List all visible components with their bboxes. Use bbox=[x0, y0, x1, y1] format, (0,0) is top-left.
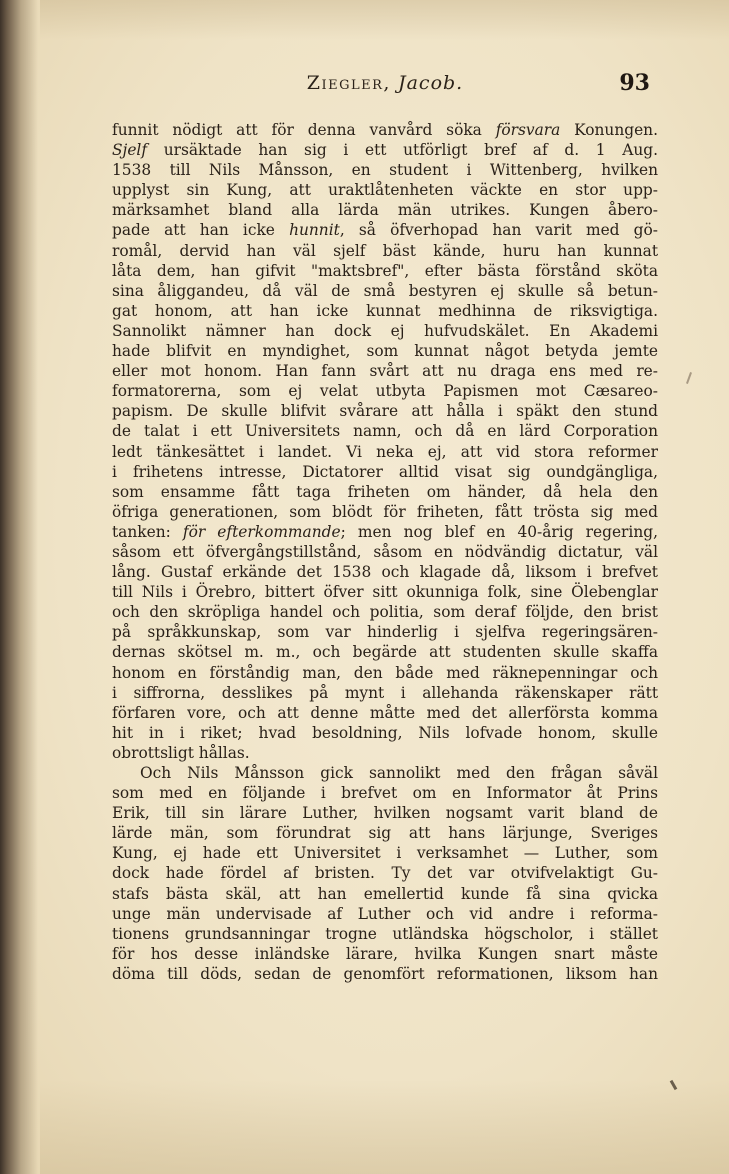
text-line-main: till Nils i Örebro, bittert öfver sitt okunniga folk, sine Ölebenglar bbox=[112, 583, 658, 602]
text-line-main: Erik, till sin lärare Luther, hvilken nogsamt varit bland de bbox=[112, 804, 658, 823]
text-line-main: såsom ett öfvergångstillstånd, såsom en nödvändig dictatur, väl bbox=[112, 542, 658, 561]
text-line bbox=[112, 743, 658, 763]
text-line bbox=[112, 462, 658, 482]
text-line-tail: Konungen. bbox=[560, 121, 658, 139]
text-line bbox=[112, 562, 658, 582]
text-line-tail: , så öfverhopad han varit med gö- bbox=[339, 221, 658, 240]
text-line bbox=[112, 120, 658, 140]
text-line-main: hade blifvit en myndighet, som kunnat något betyda jemte bbox=[112, 342, 658, 361]
text-line-main: Sannolikt nämner han dock ej hufvudskälet. En Akademi bbox=[112, 321, 658, 340]
text-line bbox=[112, 281, 658, 301]
text-line-main: upplyst sin Kung, att uraktlåtenheten väckte en stor upp- bbox=[112, 181, 658, 200]
paper-stain-top bbox=[40, 0, 729, 40]
text-line-main: döma till döds, sedan de genomfört reformationen, liksom han bbox=[112, 964, 658, 983]
text-line-main: Och Nils Månsson gick sannolikt med den frågan såväl bbox=[140, 764, 658, 782]
text-line bbox=[112, 944, 658, 964]
text-line bbox=[112, 863, 658, 883]
text-line-main: tanken: bbox=[112, 522, 183, 541]
running-head bbox=[120, 72, 650, 94]
text-line-main: och den skröpliga handel och politia, som deraf följde, den brist bbox=[112, 603, 658, 622]
text-line-main: dock hade fördel af bristen. Ty det var otvifvelaktigt Gu- bbox=[112, 864, 658, 883]
binding-shadow bbox=[0, 0, 38, 1174]
text-line bbox=[112, 421, 658, 441]
text-line bbox=[112, 683, 658, 703]
text-line bbox=[112, 763, 658, 783]
text-line-main: dernas skötsel m. m., och begärde att studenten skulle skaffa bbox=[112, 643, 658, 662]
text-line bbox=[112, 803, 658, 823]
text-line bbox=[112, 884, 658, 904]
text-line bbox=[112, 341, 658, 361]
text-line bbox=[112, 381, 658, 401]
text-line-main: som med en följande i brefvet om en Informator åt Prins bbox=[112, 784, 658, 803]
text-line bbox=[112, 361, 658, 381]
text-line bbox=[112, 843, 658, 863]
text-line-italic: försvara bbox=[495, 121, 561, 139]
text-line bbox=[112, 703, 658, 723]
text-line bbox=[112, 321, 658, 341]
text-line bbox=[112, 582, 658, 602]
text-line bbox=[112, 301, 658, 321]
text-line-main: i frihetens intresse, Dictatorer alltid visat sig oundgängliga, bbox=[112, 462, 658, 481]
text-line-tail: ursäktade han sig i ett utförligt bref af d. 1 Aug. bbox=[147, 141, 658, 160]
text-line bbox=[112, 442, 658, 462]
text-line bbox=[112, 241, 658, 261]
text-line bbox=[112, 542, 658, 562]
text-line-main: papism. De skulle blifvit svårare att hålla i späkt den stund bbox=[112, 402, 658, 421]
text-line-main: formatorerna, som ej velat utbyta Papismen mot Cæsareo- bbox=[112, 382, 658, 401]
text-line-main: honom en förståndig man, den både med räknepenningar och bbox=[112, 663, 658, 682]
text-line bbox=[112, 200, 658, 220]
text-line-tail: ; men nog blef en 40-årig regering, bbox=[340, 522, 658, 541]
text-line-main: romål, dervid han väl sjelf bäst kände, huru han kunnat bbox=[112, 241, 658, 260]
text-line-main: lång. Gustaf erkände det 1538 och klagade då, liksom i brefvet bbox=[112, 563, 658, 582]
page-header bbox=[120, 70, 650, 104]
text-line-main: de talat i ett Universitets namn, och då en lärd Corporation bbox=[112, 422, 658, 441]
text-line bbox=[112, 924, 658, 944]
text-line bbox=[112, 602, 658, 622]
text-line bbox=[112, 622, 658, 642]
running-head-given-name: Jacob. bbox=[397, 72, 464, 94]
text-line-main: som ensamme fått taga friheten om händer, då hela den bbox=[112, 482, 658, 501]
text-line-main: förfaren vore, och att denne måtte med det allerförsta komma bbox=[112, 703, 658, 722]
text-line bbox=[112, 502, 658, 522]
text-line-main: funnit nödigt att för denna vanvård söka bbox=[112, 121, 496, 139]
text-line bbox=[112, 180, 658, 200]
text-line-main: stafs bästa skäl, att han emellertid kunde få sina qvicka bbox=[112, 884, 658, 903]
text-line-main: hit in i riket; hvad besoldning, Nils lofvade honom, skulle bbox=[112, 723, 658, 742]
text-line-main: i siffrorna, desslikes på mynt i allehanda räkenskaper rätt bbox=[112, 683, 658, 702]
text-line bbox=[112, 723, 658, 743]
text-line bbox=[112, 482, 658, 502]
text-line bbox=[112, 140, 658, 160]
text-line bbox=[112, 663, 658, 683]
text-line-italic: hunnit bbox=[289, 221, 340, 240]
text-line-main: lärde män, som förundrat sig att hans lärjunge, Sveriges bbox=[112, 824, 658, 843]
text-line bbox=[112, 401, 658, 421]
text-line bbox=[112, 823, 658, 843]
body-text bbox=[112, 120, 658, 984]
running-head-surname: Ziegler, bbox=[306, 72, 391, 94]
text-line-main: pade att han icke bbox=[112, 221, 290, 240]
text-line bbox=[112, 964, 658, 984]
page-number: 93 bbox=[619, 70, 650, 96]
text-line-main: unge män undervisade af Luther och vid andre i reforma- bbox=[112, 904, 658, 923]
text-line-main: tionens grundsanningar trogne utländska högscholor, i stället bbox=[112, 924, 658, 943]
text-line bbox=[112, 642, 658, 662]
text-line bbox=[112, 783, 658, 803]
text-line-italic: för efterkommande bbox=[182, 522, 341, 541]
text-line bbox=[112, 261, 658, 281]
text-line-main: öfriga generationen, som blödt för friheten, fått trösta sig med bbox=[112, 502, 658, 521]
text-line-main: låta dem, han gifvit "maktsbref", efter bästa förstånd sköta bbox=[112, 261, 658, 280]
paper-stain-bottom bbox=[40, 1080, 729, 1174]
text-line-main: 1538 till Nils Månsson, en student i Wittenberg, hvilken bbox=[112, 161, 658, 180]
text-line-main: gat honom, att han icke kunnat medhinna de riksvigtiga. bbox=[112, 301, 658, 320]
text-line-main: på språkkunskap, som var hinderlig i sjelfva regeringsären- bbox=[112, 623, 658, 642]
text-line-main: märksamhet bland alla lärda män utrikes. Kungen åbero- bbox=[112, 201, 658, 220]
text-line-main: sina åliggandeu, då väl de små bestyren ej skulle så betun- bbox=[112, 281, 658, 300]
text-line bbox=[112, 160, 658, 180]
text-line bbox=[112, 220, 658, 240]
text-line-italic: Sjelf bbox=[112, 141, 148, 160]
text-line-main: obrottsligt hållas. bbox=[112, 743, 250, 762]
text-line-main: ledt tänkesättet i landet. Vi neka ej, att vid stora reformer bbox=[112, 442, 658, 461]
text-line bbox=[112, 522, 658, 542]
text-line-main: eller mot honom. Han fann svårt att nu draga ens med re- bbox=[112, 362, 658, 381]
text-line bbox=[112, 904, 658, 924]
text-line-main: Kung, ej hade ett Universitet i verksamhet — Luther, som bbox=[112, 844, 658, 863]
text-line-main: för hos desse inländske lärare, hvilka Kungen snart måste bbox=[112, 944, 658, 963]
